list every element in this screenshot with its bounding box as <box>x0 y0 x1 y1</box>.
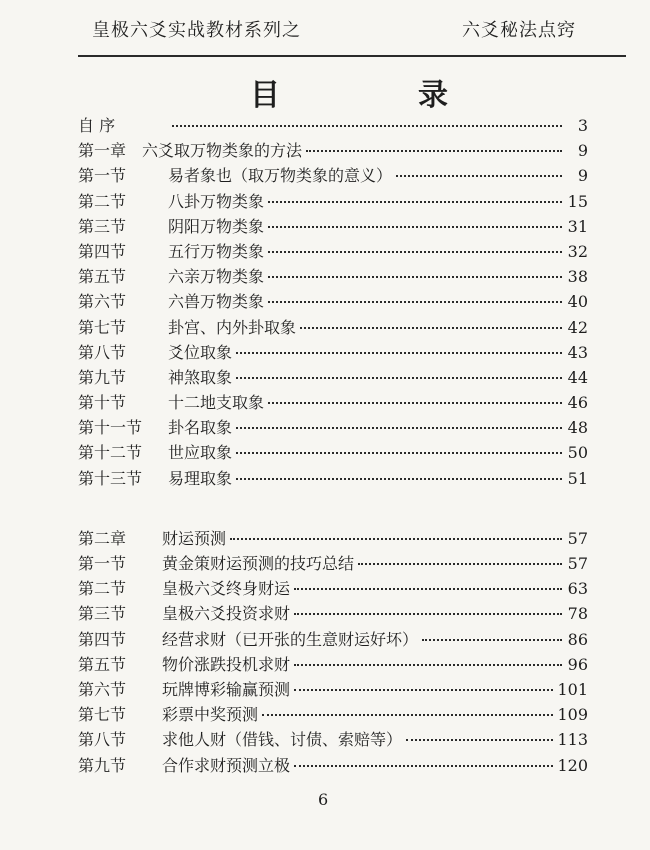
toc-entry-page: 120 <box>557 755 588 775</box>
leader-dots <box>236 452 562 454</box>
toc-entry-page: 78 <box>567 604 588 624</box>
toc-entry <box>78 415 588 440</box>
toc-entry <box>78 652 588 677</box>
toc-entry <box>78 113 588 138</box>
leader-dots <box>262 714 553 716</box>
toc-entry-label: 第五节 <box>78 267 127 287</box>
leader-dots <box>236 427 562 429</box>
toc-entry-title: 爻位取象 <box>168 342 233 362</box>
book-title: 六爻秘法点窍 <box>462 20 576 41</box>
toc-entry-title: 彩票中奖预测 <box>162 705 259 725</box>
leader-dots <box>294 588 562 590</box>
leader-dots <box>230 538 562 540</box>
toc-entry-page: 44 <box>567 367 588 387</box>
leader-dots <box>294 664 562 666</box>
toc-entry-label: 第三节 <box>78 216 127 236</box>
toc-entry-page: 43 <box>567 342 588 362</box>
toc-entry-page: 51 <box>567 468 588 488</box>
toc-entry-title: 神煞取象 <box>168 367 233 387</box>
leader-dots <box>236 478 562 480</box>
toc-entry-label: 第九节 <box>78 755 127 775</box>
leader-dots <box>172 125 562 127</box>
toc-entry <box>78 627 588 652</box>
toc-entry-page: 40 <box>567 292 588 312</box>
table-of-contents <box>78 113 588 778</box>
toc-entry-page: 31 <box>567 216 588 236</box>
leader-dots <box>268 276 562 278</box>
toc-entry-label: 第六节 <box>78 292 127 312</box>
toc-entry-label: 第一节 <box>78 166 127 186</box>
toc-entry-title: 六亲万物类象 <box>168 267 265 287</box>
toc-entry-title: 卦名取象 <box>168 418 233 438</box>
toc-entry-page: 3 <box>577 116 588 135</box>
leader-dots <box>294 689 553 691</box>
toc-entry-title: 阴阳万物类象 <box>168 216 265 236</box>
leader-dots <box>306 150 562 152</box>
toc-entry-page: 9 <box>577 166 588 186</box>
leader-dots <box>396 175 562 177</box>
toc-entry-label: 第四节 <box>78 629 127 649</box>
toc-entry-label: 第七节 <box>78 705 127 725</box>
toc-entry-title: 易理取象 <box>168 468 233 488</box>
toc-entry <box>78 315 588 340</box>
toc-entry <box>78 163 588 188</box>
toc-entry-page: 42 <box>567 317 588 337</box>
toc-entry <box>78 365 588 390</box>
toc-entry-label: 第三节 <box>78 604 127 624</box>
toc-entry-title: 黄金策财运预测的技巧总结 <box>162 554 355 573</box>
toc-entry-label: 第四节 <box>78 241 127 261</box>
toc-entry <box>78 466 588 491</box>
toc-entry-title: 六兽万物类象 <box>168 292 265 312</box>
toc-entry-page: 101 <box>557 679 588 699</box>
toc-entry-label: 第十二节 <box>78 443 143 463</box>
toc-entry-page: 9 <box>577 141 588 161</box>
toc-entry-page: 38 <box>567 267 588 287</box>
leader-dots <box>268 251 562 253</box>
toc-entry-label: 第二节 <box>78 191 127 211</box>
toc-entry-label: 第十节 <box>78 393 127 413</box>
leader-dots <box>268 301 562 303</box>
toc-entry-title: 经营求财（已开张的生意财运好坏） <box>162 629 419 649</box>
toc-entry-page: 46 <box>567 393 588 413</box>
series-title: 皇极六爻实战教材系列之 <box>92 20 301 41</box>
toc-entry-label: 第八节 <box>78 342 127 362</box>
toc-entry-label: 第十三节 <box>78 468 143 488</box>
leader-dots <box>268 226 562 228</box>
toc-entry-page: 15 <box>567 191 588 211</box>
leader-dots <box>406 739 553 741</box>
toc-entry-title: 易者象也（取万物类象的意义） <box>168 166 393 186</box>
toc-entry <box>78 264 588 289</box>
toc-entry-label: 第九节 <box>78 367 127 387</box>
toc-entry-label: 第一章 <box>78 141 127 161</box>
toc-entry-title: 合作求财预测立极 <box>162 755 291 775</box>
toc-entry <box>78 576 588 601</box>
toc-entry-label: 第八节 <box>78 730 127 750</box>
toc-entry <box>78 340 588 365</box>
leader-dots <box>294 765 553 767</box>
toc-entry-label: 第七节 <box>78 317 127 337</box>
toc-entry-title: 求他人财（借钱、讨债、索赔等） <box>162 730 403 750</box>
toc-entry-page: 50 <box>567 443 588 463</box>
leader-dots <box>236 352 562 354</box>
toc-entry-page: 86 <box>567 629 588 649</box>
toc-entry-title: 十二地支取象 <box>168 393 265 413</box>
toc-entry <box>78 214 588 239</box>
toc-entry-page: 113 <box>557 730 588 750</box>
toc-entry <box>78 138 588 163</box>
toc-entry-label: 第二节 <box>78 579 127 599</box>
toc-entry-title: 世应取象 <box>168 443 233 463</box>
toc-entry <box>78 551 588 576</box>
toc-entry <box>78 727 588 752</box>
header-divider <box>78 55 626 57</box>
toc-entry-label: 自 序 <box>78 116 116 135</box>
toc-heading: 目 录 <box>250 78 502 113</box>
toc-entry-page: 32 <box>567 241 588 261</box>
leader-dots <box>422 639 562 641</box>
toc-entry <box>78 677 588 702</box>
toc-entry <box>78 753 588 778</box>
toc-entry <box>78 526 588 551</box>
toc-entry-label: 第六节 <box>78 679 127 699</box>
toc-entry-title: 皇极六爻终身财运 <box>162 579 291 599</box>
toc-entry-title: 八卦万物类象 <box>168 191 265 211</box>
leader-dots <box>268 402 562 404</box>
leader-dots <box>358 563 562 565</box>
toc-entry-title: 物价涨跌投机求财 <box>162 654 291 674</box>
toc-entry-page: 48 <box>567 418 588 438</box>
chapter-gap <box>78 491 588 526</box>
toc-entry-title: 卦宫、内外卦取象 <box>168 317 297 337</box>
toc-entry-page: 96 <box>567 654 588 674</box>
toc-entry-title: 财运预测 <box>162 528 227 548</box>
toc-entry-page: 109 <box>557 705 588 725</box>
toc-entry-title: 六爻取万物类象的方法 <box>142 141 303 161</box>
leader-dots <box>268 201 562 203</box>
toc-chapter-1 <box>78 113 588 491</box>
leader-dots <box>236 377 562 379</box>
leader-dots <box>294 613 562 615</box>
page-number: 6 <box>318 790 329 809</box>
toc-entry <box>78 239 588 264</box>
toc-entry-page: 57 <box>567 528 588 548</box>
toc-entry-title: 五行万物类象 <box>168 241 265 261</box>
toc-entry <box>78 601 588 626</box>
toc-entry-page: 57 <box>567 554 588 573</box>
toc-entry <box>78 702 588 727</box>
toc-entry-label: 第二章 <box>78 528 127 548</box>
toc-chapter-2 <box>78 526 588 778</box>
toc-entry-label: 第五节 <box>78 654 127 674</box>
toc-entry <box>78 390 588 415</box>
toc-entry-title: 皇极六爻投资求财 <box>162 604 291 624</box>
toc-entry-label: 第一节 <box>78 554 127 573</box>
toc-entry <box>78 189 588 214</box>
toc-entry-page: 63 <box>567 579 588 599</box>
toc-entry <box>78 289 588 314</box>
toc-entry-title: 玩牌博彩输赢预测 <box>162 679 291 699</box>
toc-entry <box>78 440 588 465</box>
leader-dots <box>300 327 562 329</box>
toc-entry-label: 第十一节 <box>78 418 143 438</box>
